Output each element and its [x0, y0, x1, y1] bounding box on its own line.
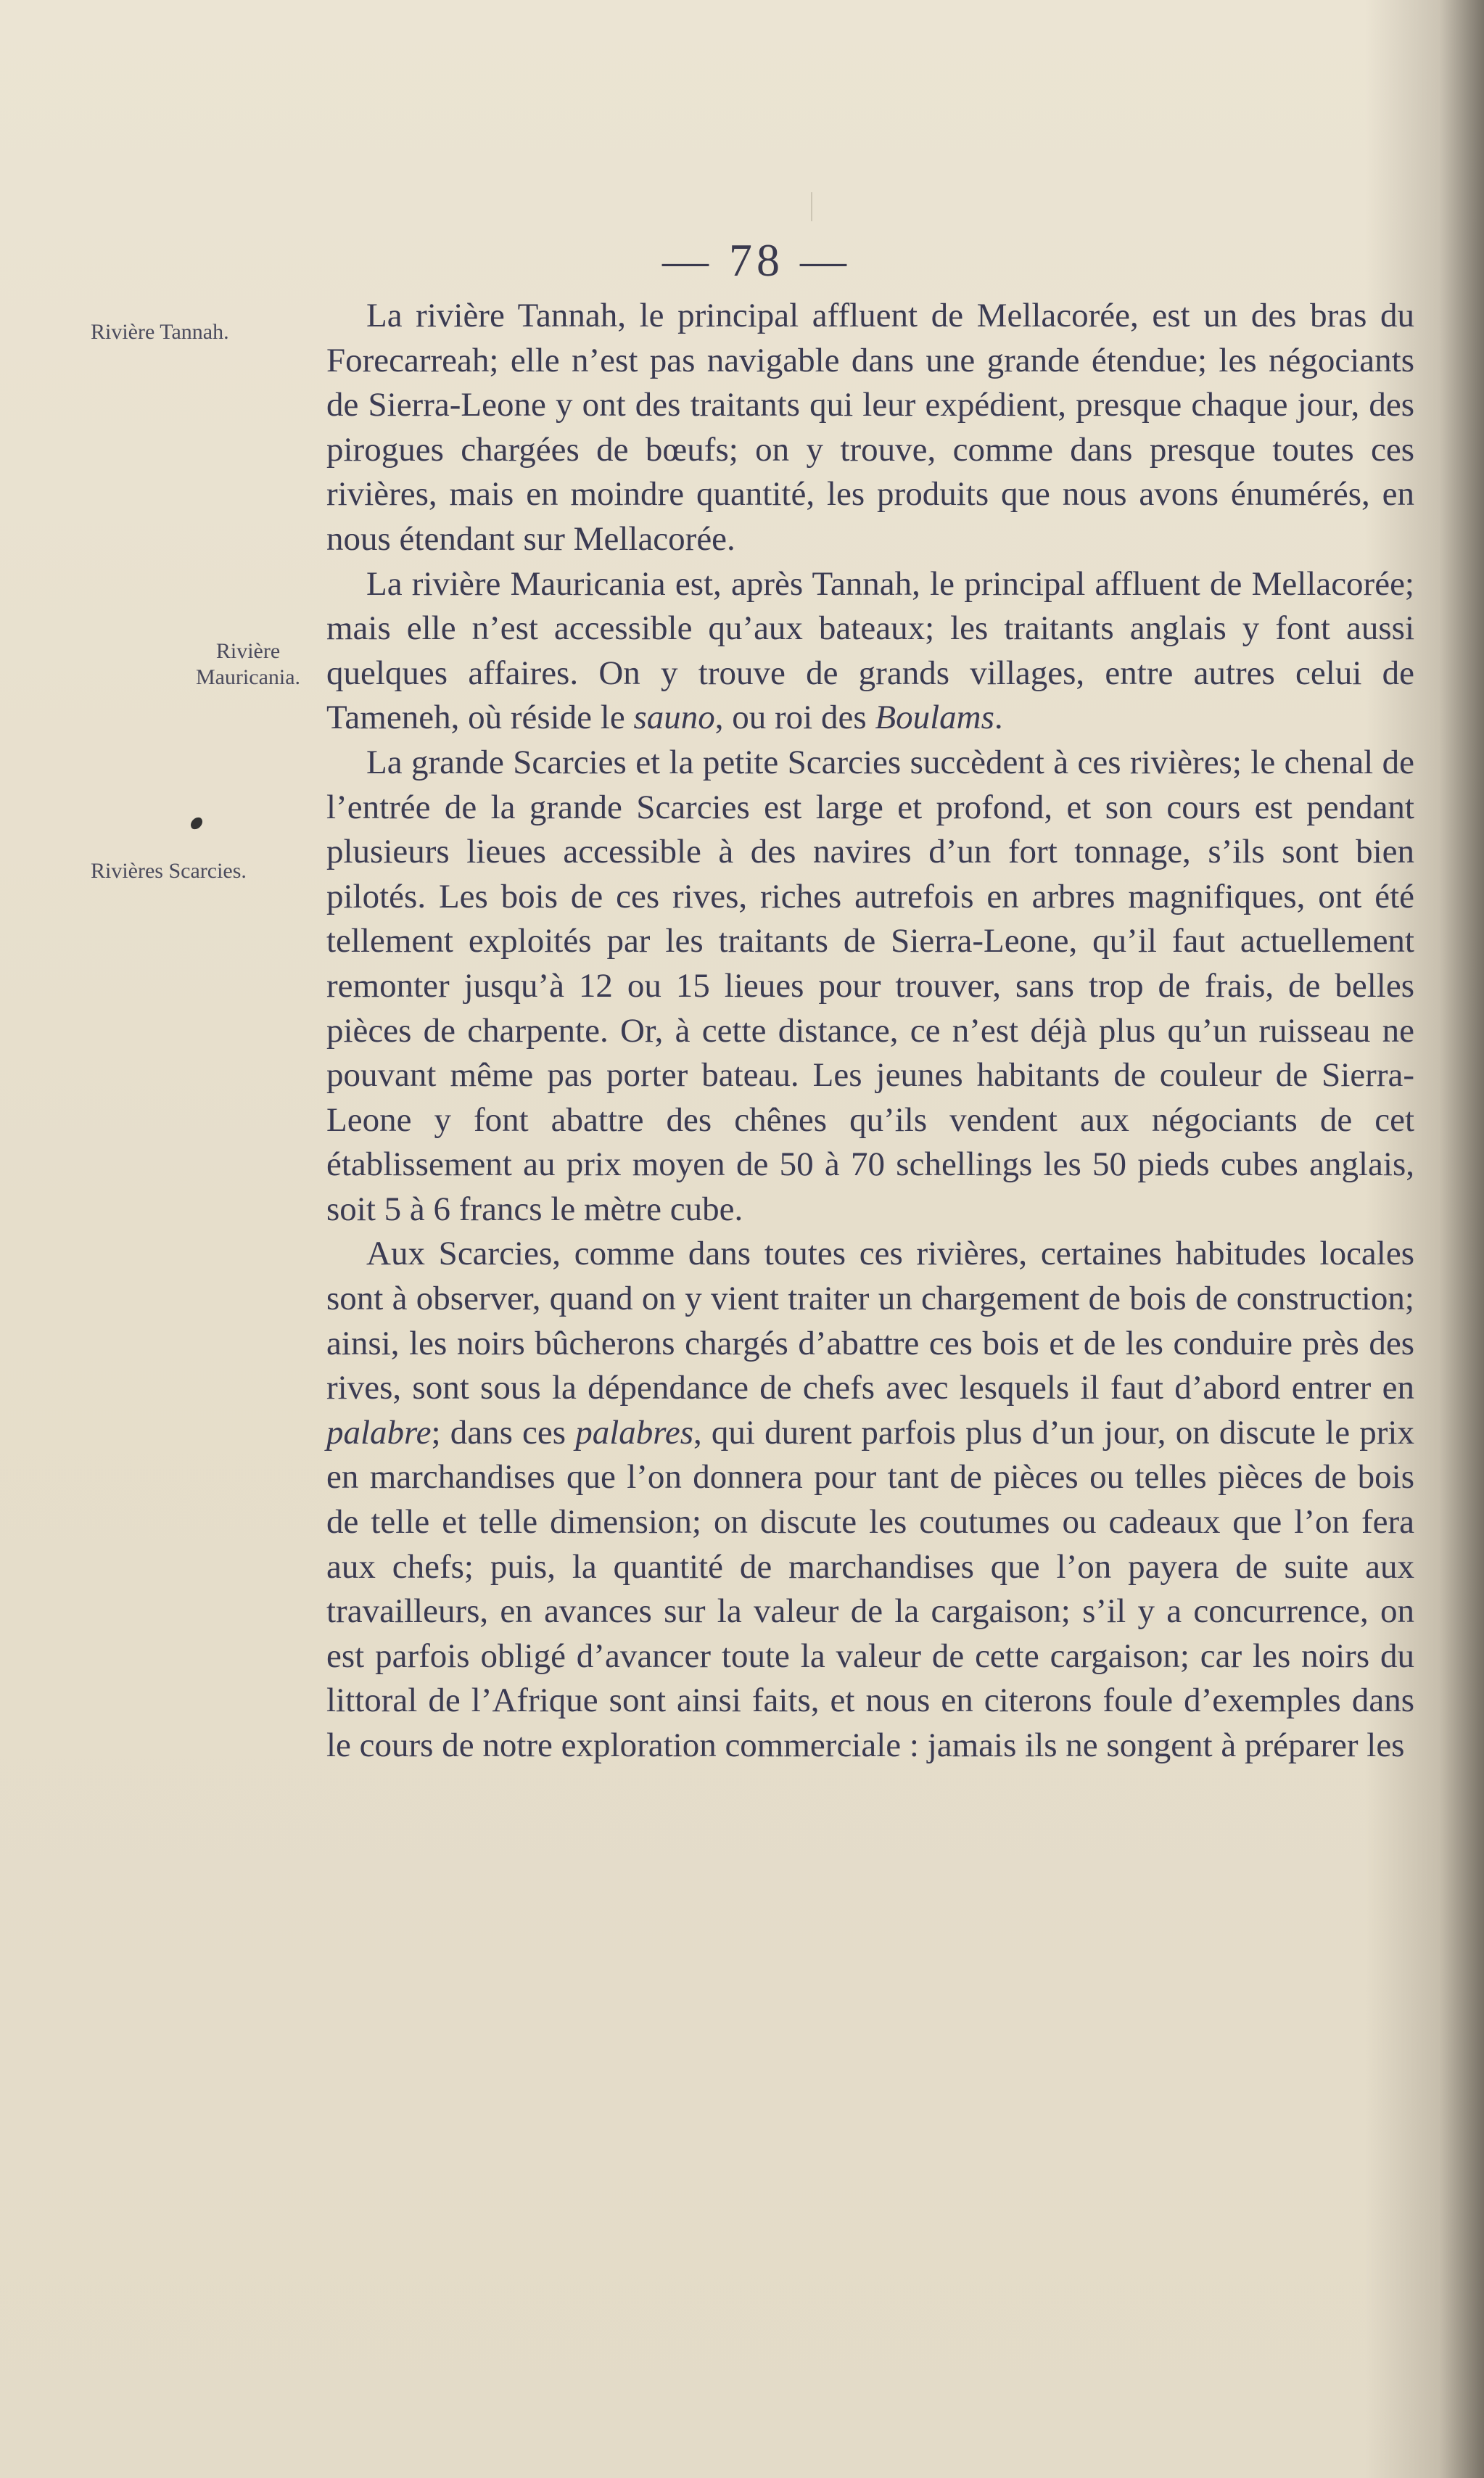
paragraph-mauricania: [326, 562, 1414, 741]
margin-note-mauricania: [161, 638, 335, 691]
paragraph-text: , qui durent parfois plus d’un jour, on discute le prix en marchandises que l’on donnera pour tant de pièces ou telles pièces de bois de telle et telle dimension; on discute les coutumes ou cadeaux que l’on fera aux chefs; puis, la quantité de marchandises que l’on payera de suite aux travailleurs, en avances sur la valeur de la cargaison; s’il y a concurrence, on est parfois obligé d’avancer toute la valeur de cette cargaison; car les noirs du littoral de l’Afrique sont ainsi faits, et nous en citerons foule d’exemples dans le cours de notre exploration commerciale : jamais ils ne songent à préparer les: [326, 1413, 1414, 1764]
ink-mark-ornament: [189, 815, 205, 831]
italic-term-sauno: sauno: [633, 699, 715, 737]
margin-note-mauricania-line1: Rivière: [215, 639, 281, 663]
margin-note-scarcies: Rivières Scarcies.: [91, 859, 247, 883]
italic-term-boulams: Boulams: [875, 699, 994, 737]
paragraph-text: ; dans ces: [431, 1413, 576, 1452]
italic-term-palabre: palabre: [326, 1413, 432, 1452]
paragraph-text: Aux Scarcies, comme dans toutes ces rivières, certaines habitudes locales sont à observer, quand on y vient traiter un chargement de bois de construction; ainsi, les noirs bûcherons chargés d’abattre ces bois et de les conduire près des rives, sont sous la dépendance de chefs avec lesquels il faut d’abord entrer en: [326, 1235, 1414, 1407]
paragraph-scarcies: La grande Scarcies et la petite Scarcies succèdent à ces rivières; le chenal de l’entrée de la grande Scarcies est large et profond, et son cours est pendant plusieurs lieues accessible à des navires d’un fort tonnage, s’ils sont bien pilotés. Les bois de ces rives, riches autrefois en arbres magnifiques, ont été tellement exploités par les traitants de Sierra-Leone, qu’il faut actuellement remonter jusqu’à 12 ou 15 lieues pour trouver, sans trop de frais, de belles pièces de charpente. Or, à cette distance, ce n’est déjà plus qu’un ruisseau ne pouvant même pas porter bateau. Les jeunes habitants de couleur de Sierra-Leone y font abattre des chênes qu’ils vendent aux négociants de cet établissement au prix moyen de 50 à 70 schellings les 50 pieds cubes anglais, soit 5 à 6 francs le mètre cube.: [326, 743, 1414, 1228]
paragraph-text: .: [994, 699, 1003, 737]
paragraph-text: La rivière Mauricania est, après Tannah, le principal affluent de Mellacorée; mais elle n’est accessible qu’aux bateaux; les traitants anglais y font aussi quelques affaires. On y trouve de grands villages, entre autres celui de Tameneh, où réside le: [326, 564, 1414, 737]
body-text: [326, 294, 1414, 1769]
paragraph-text: , ou roi des: [714, 699, 875, 737]
page-mark: [811, 192, 812, 221]
paragraph-tannah: La rivière Tannah, le principal affluent de Mellacorée, est un des bras du Forecarreah; elle n’est pas navigable dans une grande étendue; les négociants de Sierra-Leone y ont des traitants qui leur expédient, presque chaque jour, des pirogues chargées de bœufs; on y trouve, comme dans presque toutes ces rivières, mais en moindre quantité, les produits que nous avons énumérés, en nous étendant sur Mellacorée.: [326, 297, 1414, 558]
page-number: — 78 —: [662, 234, 851, 286]
paragraph-scarcies-customs: [326, 1232, 1414, 1768]
margin-note-tannah: Rivière Tannah.: [91, 320, 229, 344]
italic-term-palabres: palabres: [575, 1413, 693, 1452]
margin-note-mauricania-line2: Mauricania.: [195, 665, 301, 689]
